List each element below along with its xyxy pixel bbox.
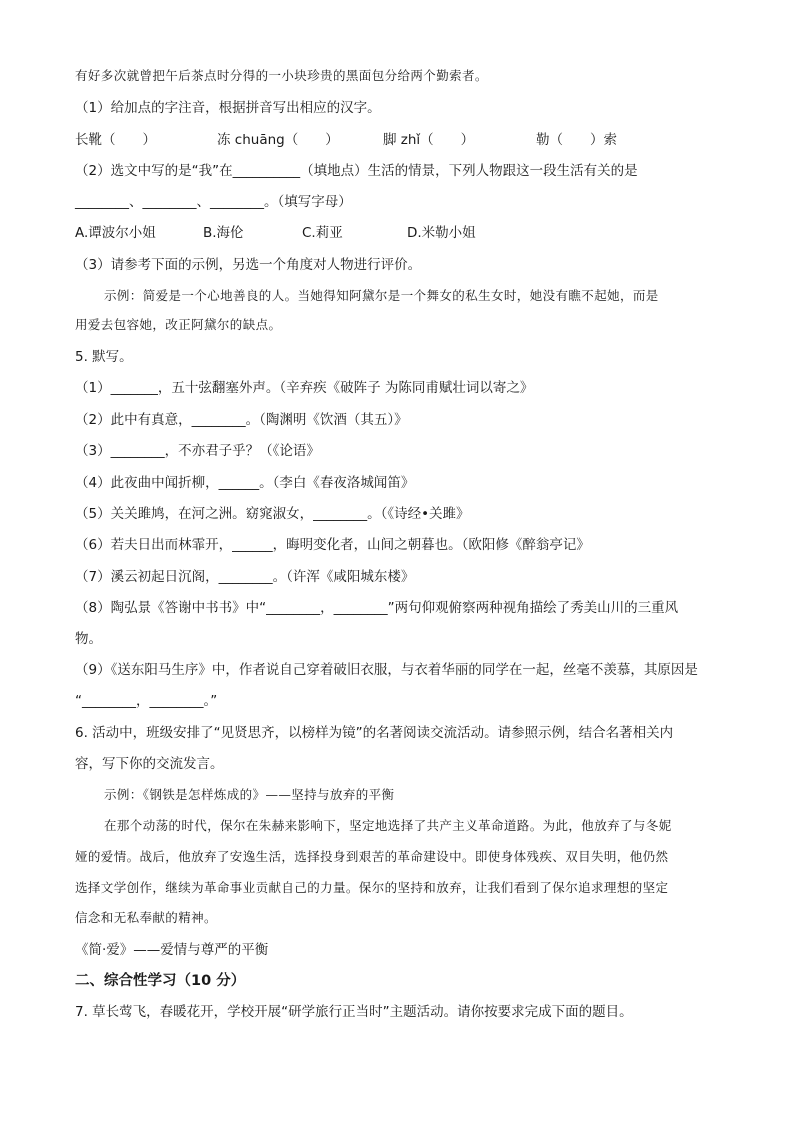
passage-tail: 有好多次就曾把午后茶点时分得的一小块珍贵的黑面包分给两个勤索者。 [75, 68, 488, 83]
q6-example-title: 示例：《钢铁是怎样炼成的》——坚持与放弃的平衡 [104, 787, 395, 802]
q5-line: （3）________，不亦君子乎？（《论语》 [75, 443, 320, 459]
q6-example-body: 选择文学创作，继续为革命事业贡献自己的力量。保尔的坚持和放弃，让我们看到了保尔追求理想的坚定 [75, 880, 669, 895]
q5-title: 5. 默写。 [75, 349, 133, 365]
q5-line: （6）若夫日出而林霏开，______，晦明变化者，山间之朝暮也。（欧阳修《醉翁亭记》 [75, 537, 590, 553]
q6-task: 《简·爱》——爱情与尊严的平衡 [75, 942, 269, 958]
q5-line: （2）此中有真意，________。（陶渊明《饮酒（其五）》 [75, 412, 408, 428]
q7-stem: 7. 草长莺飞，春暖花开，学校开展“研学旅行正当时”主题活动。请你按要求完成下面的题目。 [75, 1004, 633, 1020]
q5-line: （8）陶弘景《答谢中书书》中“________，________”两句仰观俯察两种视角描绘了秀美山川的三重风 [75, 600, 679, 616]
option-b: B.海伦 [203, 225, 244, 241]
q5-line: 物。 [75, 631, 102, 647]
q5-line: （4）此夜曲中闻折柳，______。（李白《春夜洛城闻笛》 [75, 475, 415, 491]
option-c: C.莉亚 [302, 225, 343, 241]
q2-stem: （2）选文中写的是“我”在__________（填地点）生活的情景，下列人物跟这一段生活有关的是 [75, 163, 638, 179]
q1-item: 长靴（ ） [75, 132, 156, 148]
q6-example-body: 信念和无私奉献的精神。 [75, 910, 217, 925]
q6-line1: 6. 活动中，班级安排了“见贤思齐，以榜样为镜”的名著阅读交流活动。请参照示例，结合名著相关内 [75, 725, 674, 741]
q3-example-line1: 示例：简爱是一个心地善良的人。当她得知阿黛尔是一个舞女的私生女时，她没有瞧不起她，而是 [104, 288, 659, 303]
q6-example-body: 在那个动荡的时代，保尔在朱赫来影响下，坚定地选择了共产主义革命道路。为此，他放弃了与冬妮 [104, 818, 672, 833]
q3-example-line2: 用爱去包容她，改正阿黛尔的缺点。 [75, 317, 282, 332]
q6-example-body: 娅的爱情。战后，他放弃了安逸生活，选择投身到艰苦的革命建设中。即使身体残疾、双目失明，他仍然 [75, 849, 669, 864]
option-a: A.谭波尔小姐 [75, 225, 156, 241]
q5-line: （1）_______，五十弦翻塞外声。（辛弃疾《破阵子 为陈同甫赋壮词以寄之》 [75, 380, 534, 396]
section-heading: 二、综合性学习（10 分） [75, 973, 246, 989]
q1-stem: （1）给加点的字注音，根据拼音写出相应的汉字。 [75, 100, 381, 116]
q2-blanks: ________、________、________。（填写字母） [75, 194, 352, 210]
q6-line2: 容，写下你的交流发言。 [75, 756, 224, 772]
q1-item: 脚 zhǐ（ ） [383, 132, 475, 148]
q5-line: （7）溪云初起日沉阁，________。（许浑《咸阳城东楼》 [75, 569, 415, 585]
option-d: D.米勒小姐 [407, 225, 476, 241]
q5-line: （9）《送东阳马生序》中，作者说自己穿着破旧衣服，与衣着华丽的同学在一起，丝毫不羡慕，其原因是 [75, 662, 698, 678]
q5-line: （5）关关雎鸠，在河之洲。窈窕淑女，________。（《诗经•关雎》 [75, 506, 470, 522]
q1-item: 冻 chuāng（ ） [217, 132, 339, 148]
q5-line: “________，________。” [75, 693, 218, 709]
q3-stem: （3）请参考下面的示例，另选一个角度对人物进行评价。 [75, 257, 422, 273]
q1-item: 勒（ ）索 [536, 132, 617, 148]
